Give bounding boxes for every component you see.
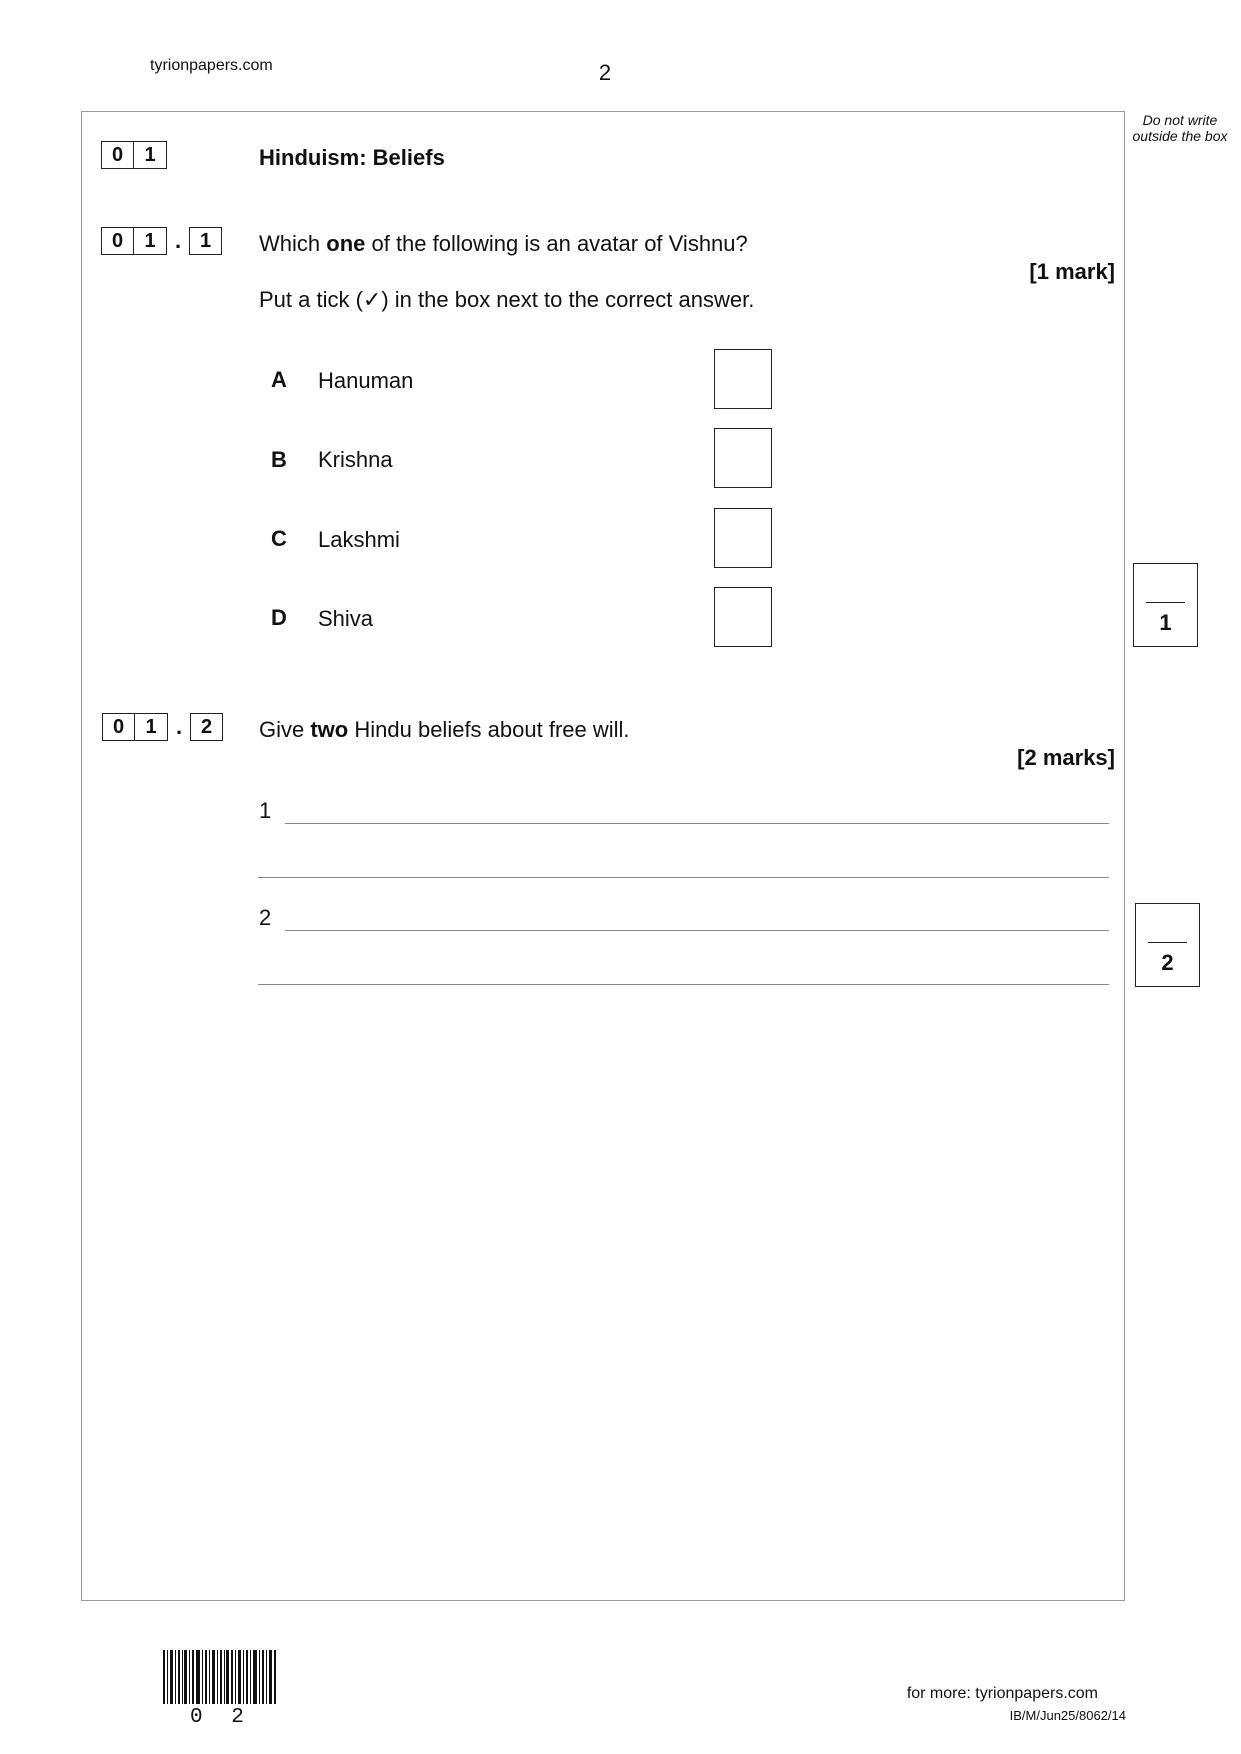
- option-letter-a: A: [271, 367, 287, 392]
- score-box-q2[interactable]: [1135, 903, 1200, 987]
- answer-line-label-2: 2: [259, 905, 272, 930]
- barcode-number: 0 2: [190, 1706, 252, 1729]
- option-text-c: Lakshmi: [318, 527, 400, 552]
- text-part: of the following is an avatar of Vishnu?: [365, 231, 748, 256]
- digit-box: 1: [135, 713, 168, 741]
- site-name: tyrionpapers.com: [150, 57, 273, 74]
- tick-box-b[interactable]: [714, 428, 772, 488]
- score-max: 1: [1159, 610, 1172, 635]
- footer-more-link: for more: tyrionpapers.com: [906, 1685, 1098, 1702]
- margin-note: Do not write outside the box: [1132, 112, 1228, 144]
- section-title: Hinduism: Beliefs: [259, 145, 445, 170]
- tick-box-a[interactable]: [714, 349, 772, 409]
- score-entry-line: [1148, 942, 1187, 943]
- text-part: Give: [259, 717, 311, 742]
- option-letter-d: D: [271, 605, 287, 630]
- answer-line[interactable]: [285, 823, 1109, 824]
- answer-line-label-1: 1: [259, 798, 272, 823]
- digit-box: 0: [101, 227, 134, 255]
- question-number-01-2: [102, 713, 223, 741]
- question-number-01-1: [101, 227, 222, 255]
- digit-box: 0: [102, 713, 135, 741]
- score-box-q1[interactable]: [1133, 563, 1198, 647]
- marks-label: [2 marks]: [1017, 745, 1115, 770]
- text-part: Which: [259, 231, 327, 256]
- digit-box: 1: [134, 141, 167, 169]
- option-letter-c: C: [271, 526, 287, 551]
- answer-frame: [81, 111, 1125, 1601]
- text-part: Hindu beliefs about free will.: [348, 717, 630, 742]
- tick-box-c[interactable]: [714, 508, 772, 568]
- dot-separator: .: [174, 228, 182, 253]
- emphasis: two: [310, 717, 349, 742]
- option-text-b: Krishna: [318, 447, 393, 472]
- digit-box: 2: [190, 713, 223, 741]
- tick-box-d[interactable]: [714, 587, 772, 647]
- answer-line[interactable]: [285, 930, 1109, 931]
- digit-box: 1: [134, 227, 167, 255]
- question-text: [259, 231, 748, 257]
- marks-label: [1 mark]: [1029, 259, 1115, 284]
- digit-box: 1: [189, 227, 222, 255]
- option-text-d: Shiva: [318, 606, 374, 631]
- question-text: [259, 717, 630, 743]
- digit-box: 0: [101, 141, 134, 169]
- page-number: 2: [598, 60, 612, 85]
- option-text-a: Hanuman: [318, 368, 414, 393]
- answer-line[interactable]: [258, 984, 1109, 985]
- answer-line[interactable]: [258, 877, 1109, 878]
- section-number: [101, 141, 167, 169]
- instruction-text: Put a tick (✓) in the box next to the correct answer.: [259, 287, 755, 312]
- emphasis: one: [326, 231, 366, 256]
- paper-code: IB/M/Jun25/8062/14: [1009, 1708, 1126, 1723]
- option-letter-b: B: [271, 447, 287, 472]
- score-entry-line: [1146, 602, 1185, 603]
- dot-separator: .: [175, 714, 183, 739]
- barcode-icon: [163, 1650, 278, 1704]
- score-max: 2: [1161, 950, 1174, 975]
